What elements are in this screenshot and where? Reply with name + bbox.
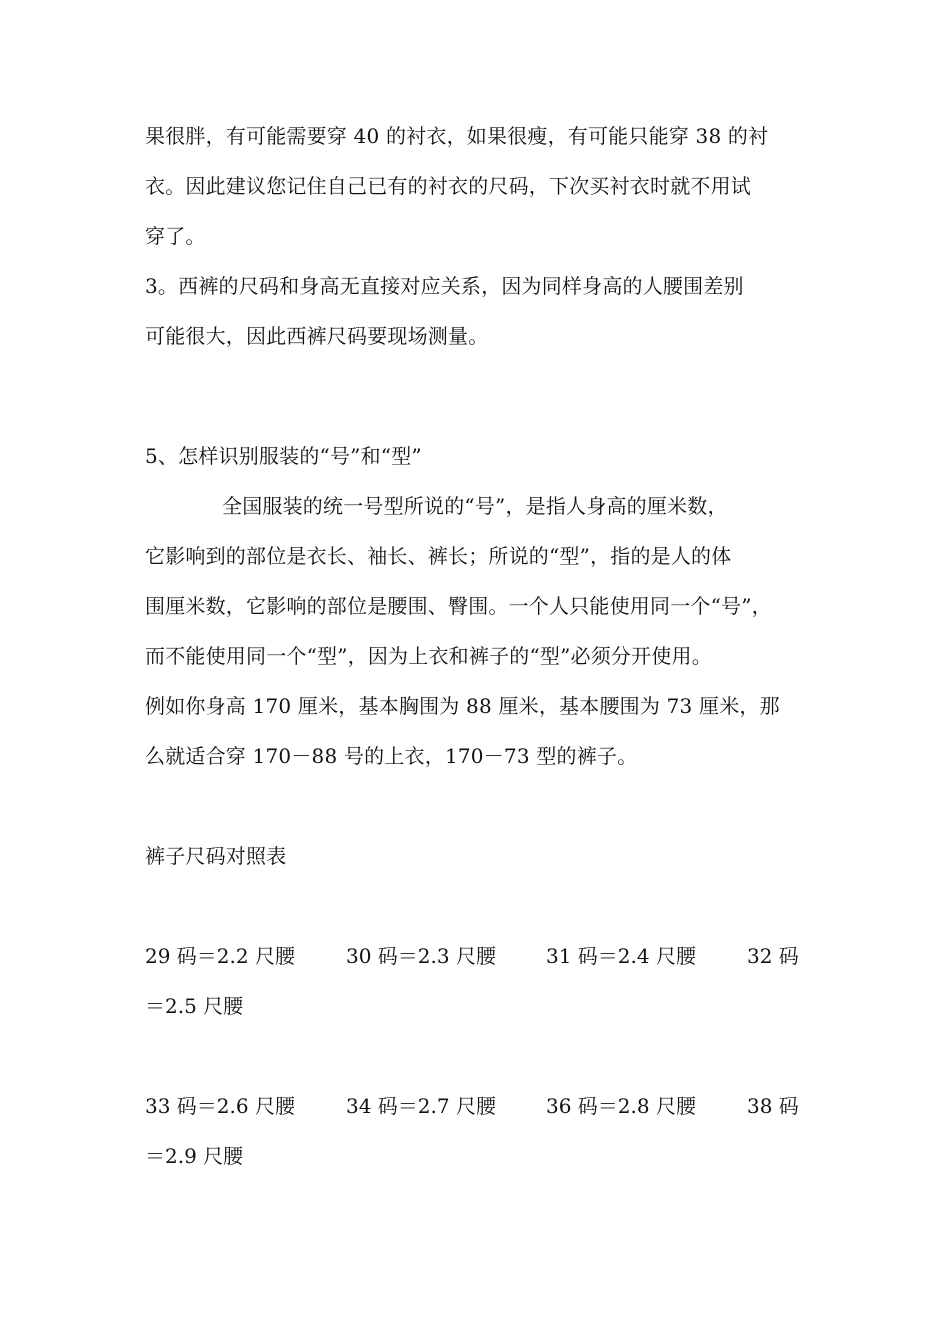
intro-line-1: 果很胖，有可能需要穿 40 的衬衣，如果很瘦，有可能只能穿 38 的衬 <box>145 124 769 148</box>
size-entry: 32 码 <box>747 944 799 968</box>
size-entry: 38 码 <box>747 1094 799 1118</box>
section-line-4: 而不能使用同一个“型”，因为上衣和裤子的“型”必须分开使用。 <box>145 644 712 668</box>
section-line-1: 全国服装的统一号型所说的“号”，是指人身高的厘米数， <box>222 494 728 518</box>
size-entry: 31 码＝2.4 尺腰 <box>546 944 696 968</box>
size-entry: 30 码＝2.3 尺腰 <box>346 944 496 968</box>
size-table-title: 裤子尺码对照表 <box>145 844 287 868</box>
intro-line-5: 可能很大，因此西裤尺码要现场测量。 <box>145 324 489 348</box>
section-line-2: 它影响到的部位是衣长、袖长、裤长；所说的“型”，指的是人的体 <box>145 544 732 568</box>
section-line-5: 例如你身高 170 厘米，基本胸围为 88 厘米，基本腰围为 73 厘米，那 <box>145 694 780 718</box>
size-entry-wrap: ＝2.9 尺腰 <box>145 1144 244 1168</box>
intro-line-3: 穿了。 <box>145 224 206 248</box>
size-entry: 36 码＝2.8 尺腰 <box>546 1094 696 1118</box>
size-entry: 33 码＝2.6 尺腰 <box>145 1094 295 1118</box>
intro-line-4: 3。西裤的尺码和身高无直接对应关系，因为同样身高的人腰围差别 <box>145 274 744 298</box>
size-entry-wrap: ＝2.5 尺腰 <box>145 994 244 1018</box>
intro-line-2: 衣。因此建议您记住自己已有的衬衣的尺码，下次买衬衣时就不用试 <box>145 174 751 198</box>
section-line-6: 么就适合穿 170－88 号的上衣，170－73 型的裤子。 <box>145 744 638 768</box>
size-entry: 34 码＝2.7 尺腰 <box>346 1094 496 1118</box>
section-line-3: 围厘米数，它影响的部位是腰围、臀围。一个人只能使用同一个“号”， <box>145 594 772 618</box>
section-heading: 5、怎样识别服装的“号”和“型” <box>145 444 422 468</box>
size-entry: 29 码＝2.2 尺腰 <box>145 944 295 968</box>
